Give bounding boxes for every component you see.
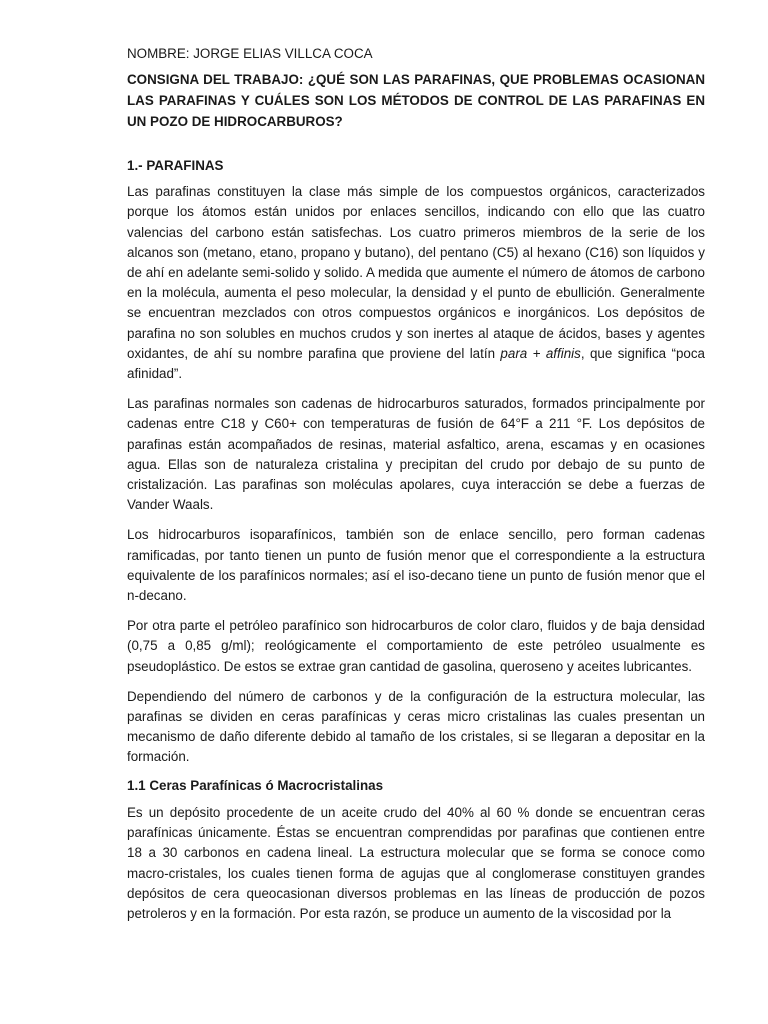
paragraph-macrocrystalline: Es un depósito procedente de un aceite crudo del 40% al 60 % donde se encuentran ceras parafínicas únicamente. Éstas se encuentran comprendidas por parafinas que contienen entre 18 a 30 carbonos en cadena lineal. La estructura molecular que se forma se conoce como macro-cristales, los cuales tienen forma de agujas que al conglomerase constituyen grandes depósitos de cera queocasionan diversos problemas en las líneas de producción de pozos petroleros y en la formación. Por esta razón, se produce un aumento de la viscosidad por la [127,804,705,921]
paragraph-definition-end: , que significa “poca afinidad”. [127,345,705,382]
subsection-heading-macrocrystalline: 1.1 Ceras Parafínicas ó Macrocristalinas [127,777,384,793]
paragraph-isoparaffins: Los hidrocarburos isoparafínicos, también son de enlace sencillo, pero forman cadenas ramificadas, por tanto tienen un punto de fusión menor que el correspondiente a la estructura equivalente de los parafínicos normales; así el iso-decano tiene un punto de fusión menor que el n-decano. [127,527,705,604]
paragraph-definition [127,182,705,384]
paragraph-paraffinic-oil: Por otra parte el petróleo parafínico son hidrocarburos de color claro, fluidos y de baja densidad (0,75 a 0,85 g/ml); reológicamente el comportamiento de este petróleo usualmente es pseudoplástico. De estos se extrae gran cantidad de gasolina, queroseno y aceites lubricantes. [127,618,705,674]
paragraph-normal-paraffins: Las parafinas normales son cadenas de hidrocarburos saturados, formados principalmente por cadenas entre C18 y C60+ con temperaturas de fusión de 64°F a 211 °F. Los depósitos de parafinas están acompañados de resinas, material asfaltico, arena, escamas y en ocasiones agua. Ellas son de naturaleza cristalina y precipitan del crudo por debajo de su punto de cristalización. Las parafinas son moléculas apolares, cuya interacción se debe a fuerzas de Vander Waals. [127,396,705,513]
paragraph-definition-text: Las parafinas constituyen la clase más simple de los compuestos orgánicos, caracterizados porque los átomos están unidos por enlaces sencillos, indicando con ello que las cuatro valencias del carbono están satisfechas. Los cuatro primeros miembros de la serie de los alcanos son (metano, etano, propano y butano), del pentano (C5) al hexano (C16) son líquidos y de ahí en adelante semi-solido y solido. A medida que aumente el número de átomos de carbono en la molécula, aumenta el peso molecular, la densidad y el punto de ebullición. Generalmente se encuentran mezclados con otros compuestos orgánicos e inorgánicos. Los depósitos de parafina no son solubles en muchos crudos y son inertes al ataque de ácidos, bases y agentes oxidantes, de ahí su nombre parafina que proviene del latín [127,184,705,361]
section-heading-parafinas: 1.- PARAFINAS [127,158,224,173]
document-page [127,44,705,934]
assignment-prompt: CONSIGNA DEL TRABAJO: ¿QUÉ SON LAS PARAFINAS, QUE PROBLEMAS OCASIONAN LAS PARAFINAS Y CUÁLES SON LOS MÉTODOS DE CONTROL DE LAS PARAFINAS EN UN POZO DE HIDROCARBUROS? [127,72,705,129]
student-name: NOMBRE: JORGE ELIAS VILLCA COCA [127,46,373,61]
paragraph-definition-latin-term: para + affinis [500,345,581,361]
paragraph-wax-types: Dependiendo del número de carbonos y de la configuración de la estructura molecular, las parafinas se dividen en ceras parafínicas y ceras micro cristalinas las cuales presentan un mecanismo de daño diferente debido al tamaño de los cristales, si se llegaran a depositar en la formación. [127,688,705,765]
